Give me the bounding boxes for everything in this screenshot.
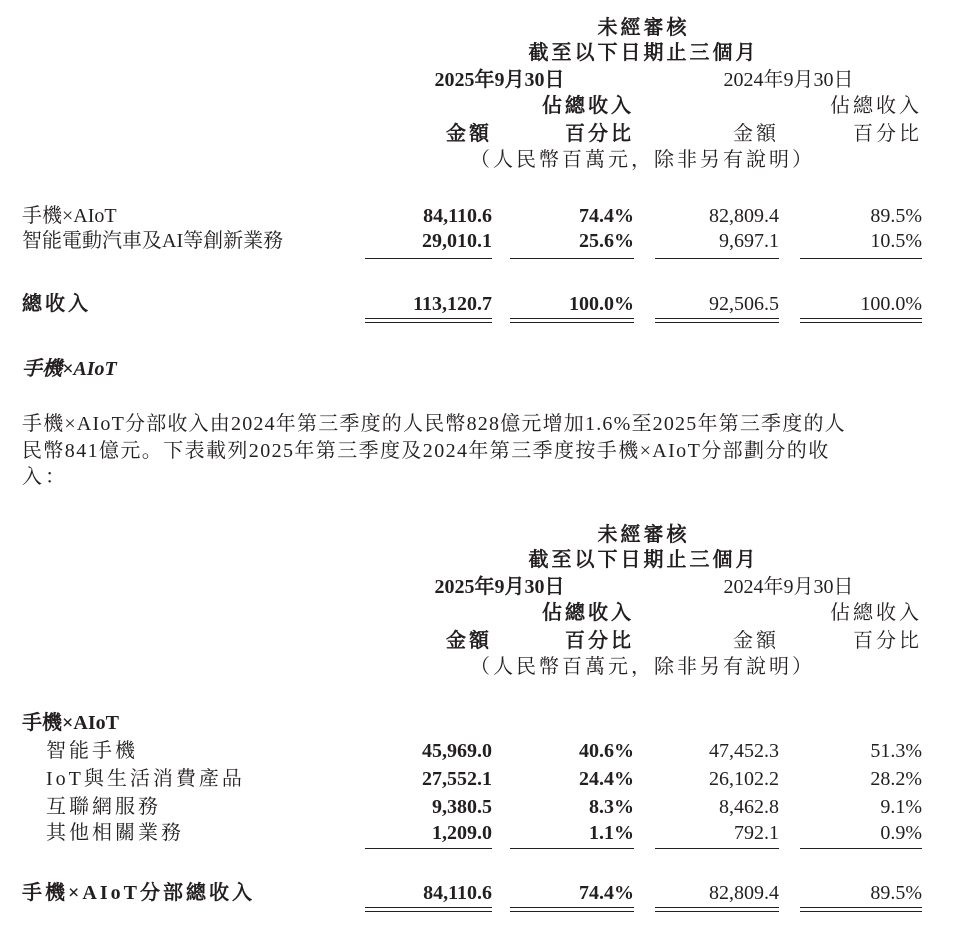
pct-2024: 10.5%	[870, 230, 922, 252]
period-header: 截至以下日期止三個月	[528, 42, 759, 64]
amount-2025: 84,110.6	[423, 882, 492, 904]
pct-2025: 40.6%	[579, 740, 634, 762]
date-2024-header: 2024年9月30日	[723, 69, 854, 91]
subtotal-rule	[365, 848, 492, 849]
pct-2025: 1.1%	[589, 822, 634, 844]
date-2024-header: 2024年9月30日	[723, 576, 854, 598]
amount-2025: 84,110.6	[423, 205, 492, 227]
subtotal-rule	[510, 848, 634, 849]
paragraph-line: 民幣841億元。下表載列2025年第三季度及2024年第三季度按手機×AIoT分部劃分的收	[22, 440, 830, 462]
amount-2025: 27,552.1	[422, 768, 492, 790]
total-double-rule	[365, 907, 492, 912]
amount-header-2024: 金額	[733, 630, 779, 652]
amount-2024: 26,102.2	[709, 768, 779, 790]
pct-2025: 74.4%	[579, 882, 634, 904]
amount-2024: 792.1	[734, 822, 779, 844]
pct-2025: 74.4%	[579, 205, 634, 227]
pct-2024: 100.0%	[860, 293, 922, 315]
pct-2025: 8.3%	[589, 796, 634, 818]
unit-note: （人民幣百萬元，除非另有說明）	[470, 149, 815, 171]
paragraph-line: 入：	[22, 466, 68, 488]
row-label: 手機×AIoT	[22, 205, 117, 227]
period-header: 截至以下日期止三個月	[528, 549, 759, 571]
pct-header-2025: 佔總收入	[542, 95, 634, 117]
total-double-rule	[510, 318, 634, 323]
subtotal-rule	[365, 258, 492, 259]
amount-2024: 8,462.8	[719, 796, 779, 818]
unit-note: （人民幣百萬元，除非另有說明）	[470, 656, 815, 678]
amount-2024: 9,697.1	[719, 230, 779, 252]
total-double-rule	[655, 907, 779, 912]
date-2025-header: 2025年9月30日	[434, 69, 565, 91]
pct2-header-2024: 百分比	[853, 123, 922, 145]
pct-2025: 100.0%	[569, 293, 634, 315]
amount-header-2024: 金額	[733, 123, 779, 145]
group-label: 手機×AIoT	[22, 712, 119, 734]
pct-header-2024: 佔總收入	[830, 602, 922, 624]
paragraph-line: 手機×AIoT分部收入由2024年第三季度的人民幣828億元增加1.6%至2025年第三季度的人	[22, 413, 846, 435]
amount-2025: 113,120.7	[413, 293, 492, 315]
pct-2024: 28.2%	[870, 768, 922, 790]
amount-2025: 29,010.1	[422, 230, 492, 252]
pct-header-2025: 佔總收入	[542, 602, 634, 624]
row-label: IoT與生活消費產品	[46, 768, 245, 790]
subtotal-rule	[655, 258, 779, 259]
audit-header: 未經審核	[597, 17, 690, 39]
subtotal-rule	[800, 848, 922, 849]
section-heading: 手機×AIoT	[22, 358, 117, 380]
total-double-rule	[800, 907, 922, 912]
pct-2024: 0.9%	[880, 822, 922, 844]
amount-header-2025: 金額	[446, 630, 492, 652]
total-double-rule	[655, 318, 779, 323]
subtotal-rule	[510, 258, 634, 259]
pct-header-2024: 佔總收入	[830, 95, 922, 117]
pct-2025: 25.6%	[579, 230, 634, 252]
amount-2024: 82,809.4	[709, 205, 779, 227]
amount-2024: 82,809.4	[709, 882, 779, 904]
row-label: 總收入	[22, 293, 91, 315]
total-double-rule	[800, 318, 922, 323]
pct-2025: 24.4%	[579, 768, 634, 790]
amount-2025: 9,380.5	[432, 796, 492, 818]
row-label: 手機×AIoT分部總收入	[22, 882, 255, 904]
total-double-rule	[365, 318, 492, 323]
row-label: 智能電動汽車及AI等創新業務	[22, 230, 284, 252]
pct-2024: 9.1%	[880, 796, 922, 818]
amount-header-2025: 金額	[446, 123, 492, 145]
amount-2024: 47,452.3	[709, 740, 779, 762]
pct-2024: 51.3%	[870, 740, 922, 762]
pct2-header-2025: 百分比	[565, 123, 634, 145]
amount-2025: 1,209.0	[432, 822, 492, 844]
total-double-rule	[510, 907, 634, 912]
audit-header: 未經審核	[597, 524, 690, 546]
subtotal-rule	[655, 848, 779, 849]
amount-2025: 45,969.0	[422, 740, 492, 762]
pct2-header-2024: 百分比	[853, 630, 922, 652]
row-label: 其他相關業務	[46, 822, 184, 844]
row-label: 智能手機	[46, 740, 138, 762]
date-2025-header: 2025年9月30日	[434, 576, 565, 598]
amount-2024: 92,506.5	[709, 293, 779, 315]
pct-2024: 89.5%	[870, 205, 922, 227]
subtotal-rule	[800, 258, 922, 259]
pct-2024: 89.5%	[870, 882, 922, 904]
row-label: 互聯網服務	[46, 796, 161, 818]
pct2-header-2025: 百分比	[565, 630, 634, 652]
